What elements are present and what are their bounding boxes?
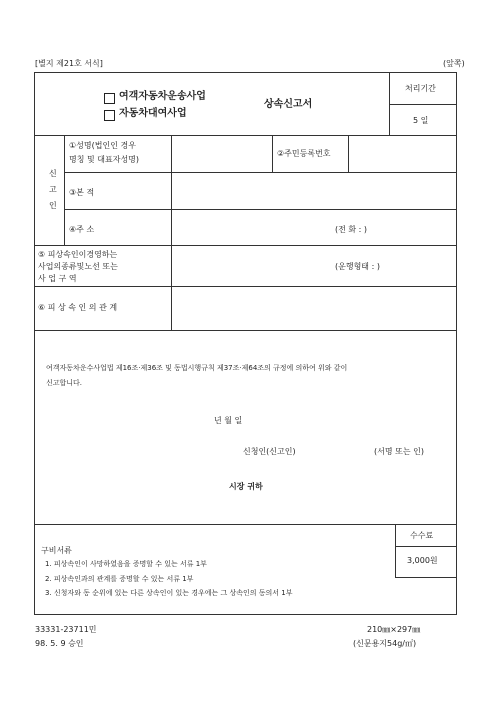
name-label-line2: 명칭 및 대표자성명)	[69, 155, 140, 164]
signature-label: (서명 또는 인)	[374, 447, 424, 456]
divider	[395, 524, 396, 577]
attachment-item-3: 3. 신청자와 동 순위에 있는 다른 상속인이 있는 경우에는 그 상속인의 동의서 1부	[45, 589, 293, 597]
fee-value: 3,000원	[407, 556, 438, 565]
form-code: 33331-23711민	[35, 625, 97, 634]
reporter-section-char-3: 인	[49, 201, 57, 210]
applicant-label: 신청인(신고인)	[243, 447, 296, 456]
business-label-line2: 사업의종류및노선 또는	[38, 262, 118, 271]
checkbox-passenger-transport[interactable]	[104, 93, 115, 104]
domicile-label: ③본 적	[69, 188, 95, 197]
business-type-field[interactable]	[172, 246, 455, 285]
paper-type: (신문용지54g/㎡)	[353, 639, 417, 648]
print-side-note: (앞쪽)	[443, 59, 465, 68]
divider	[64, 135, 65, 245]
option-car-rental: 자동차대여사업	[119, 108, 187, 119]
reporter-section-char-1: 신	[49, 169, 57, 178]
date-line: 년 월 일	[214, 416, 243, 425]
divider	[34, 524, 456, 525]
reporter-section-char-2: 고	[49, 185, 57, 194]
processing-period-label: 처리기간	[405, 84, 436, 93]
address-label: ④주 소	[69, 225, 95, 234]
divider	[395, 546, 456, 547]
form-number: [별지 제21호 서식]	[35, 59, 103, 68]
name-label-line1: ①성명(법인인 경우	[69, 141, 136, 150]
declaration-text-line2: 신고합니다.	[46, 379, 83, 387]
phone-label: (전 화 : )	[335, 225, 368, 234]
checkbox-car-rental[interactable]	[104, 110, 115, 121]
form-title: 상속신고서	[264, 99, 313, 110]
paper-size: 210㎜×297㎜	[367, 625, 421, 634]
business-label-line1: ⑤ 피상속인이경영하는	[38, 250, 118, 259]
divider	[34, 330, 456, 331]
processing-period-value: 5 일	[413, 116, 429, 125]
divider	[395, 577, 456, 578]
operation-type-label: (운행형태 : )	[335, 262, 380, 271]
divider	[272, 135, 273, 172]
fee-label: 수수료	[410, 531, 434, 540]
relation-label: ⑥ 피 상 속 인 의 관 계	[38, 303, 118, 312]
option-passenger-transport: 여객자동차운송사업	[119, 91, 206, 102]
approval-date: 98. 5. 9 승인	[35, 639, 84, 648]
attachment-item-2: 2. 피상속인과의 관계를 증명할 수 있는 서류 1부	[45, 575, 194, 583]
attachment-item-1: 1. 피상속인이 사망하였음을 증명할 수 있는 서류 1부	[45, 560, 207, 568]
name-field[interactable]	[172, 136, 271, 171]
resident-number-label: ②주민등록번호	[277, 149, 331, 158]
addressee: 시장 귀하	[229, 482, 263, 491]
business-label-line3: 사 업 구 역	[38, 274, 77, 283]
address-field[interactable]	[172, 210, 455, 245]
declaration-text-line1: 여객자동차운수사업법 제16조·제36조 및 동법시행규칙 제37조·제64조의 규정에 의하여 위와 같이	[46, 364, 348, 372]
divider	[389, 104, 456, 105]
domicile-field[interactable]	[172, 173, 455, 208]
relation-field[interactable]	[172, 287, 455, 329]
resident-number-field[interactable]	[349, 136, 455, 171]
attachments-title: 구비서류	[41, 546, 72, 555]
